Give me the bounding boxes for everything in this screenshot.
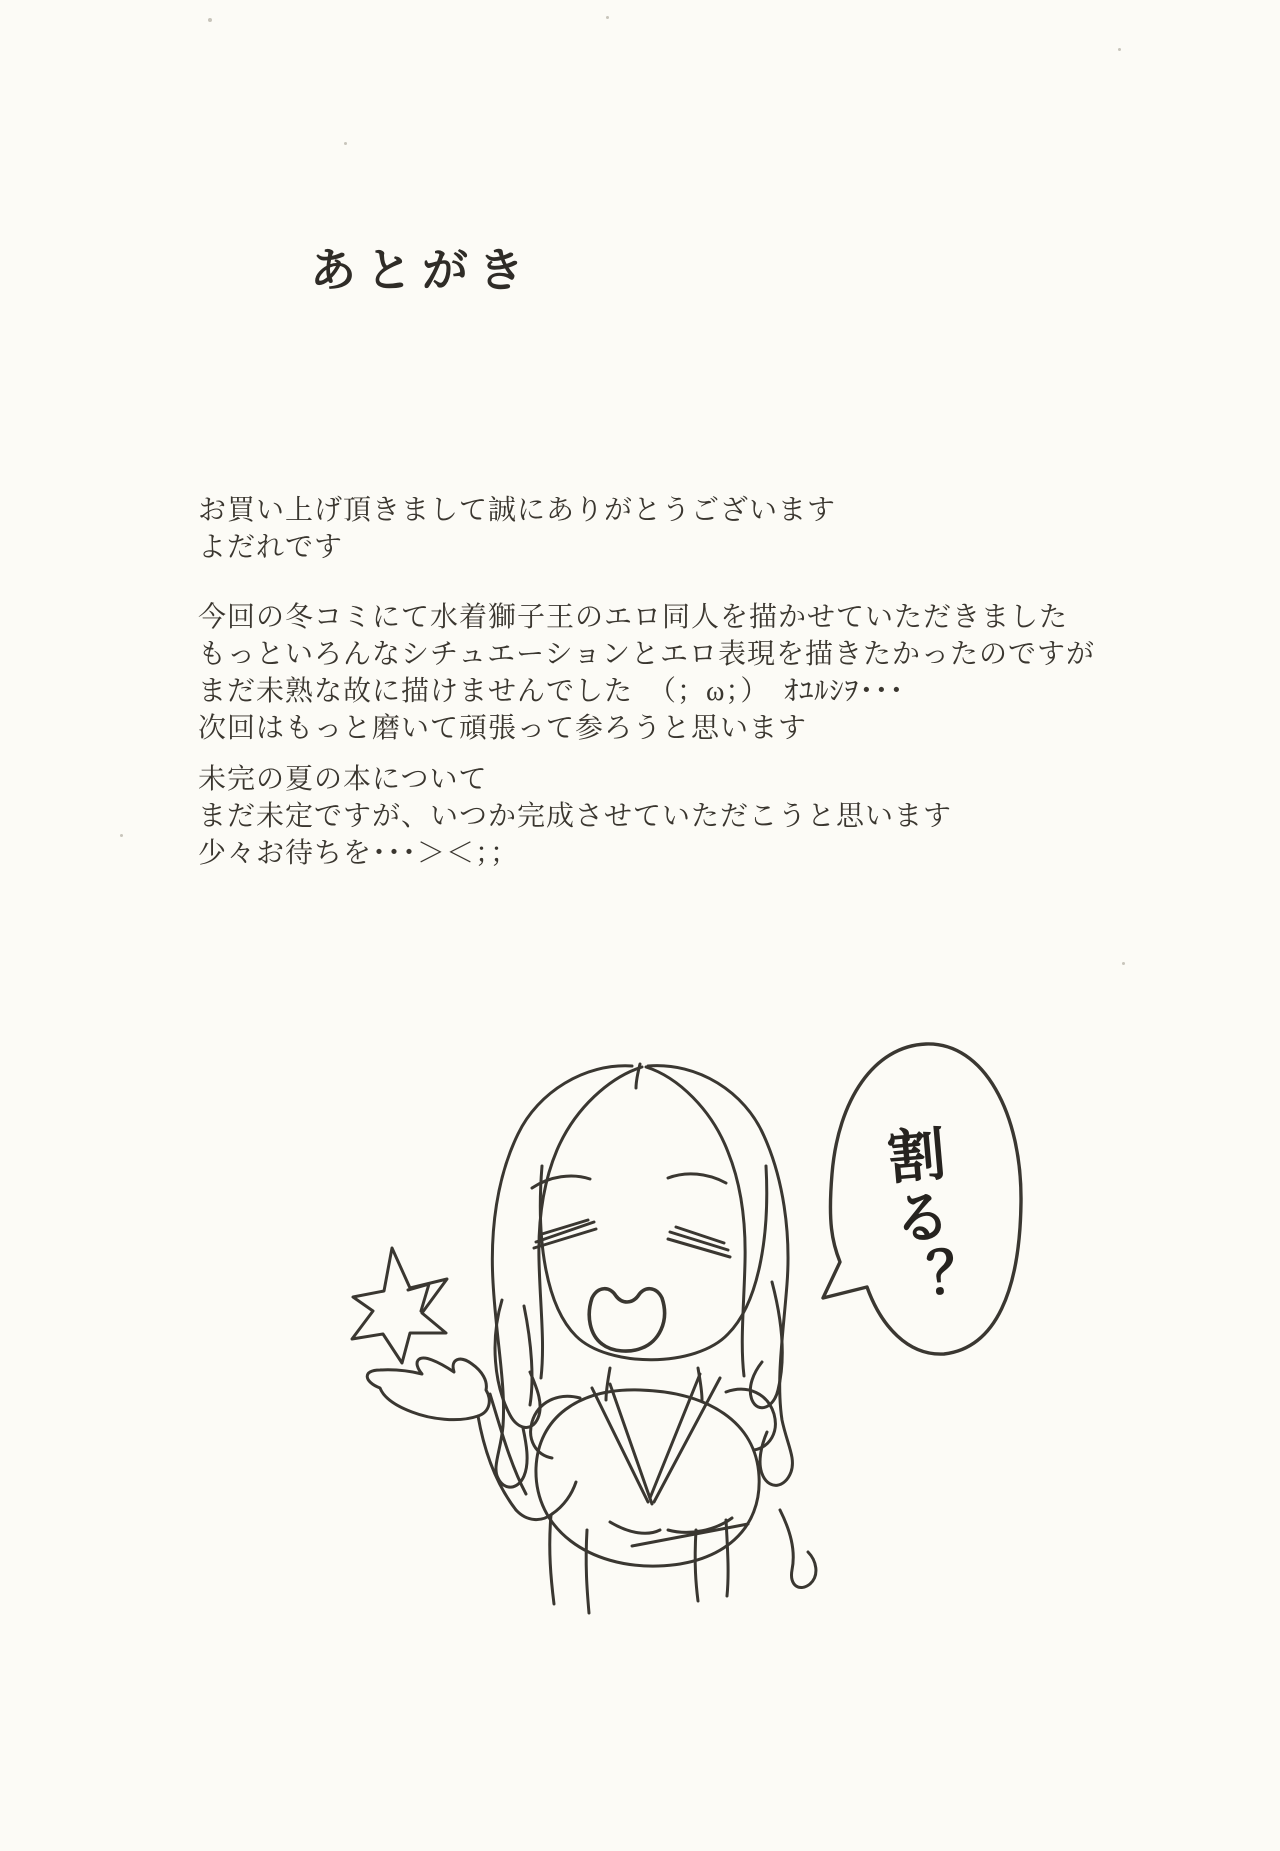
paper-speck bbox=[1118, 48, 1121, 51]
unfinished-book-paragraph bbox=[198, 761, 952, 872]
text-line: もっといろんなシチュエーションとエロ表現を描きたかったのですが bbox=[198, 639, 1096, 670]
hair-outline bbox=[492, 1064, 792, 1487]
paper-speck bbox=[1122, 962, 1125, 965]
thanks-paragraph bbox=[198, 492, 836, 566]
text-line: 今回の冬コミにて水着獅子王のエロ同人を描かせていただきました bbox=[198, 602, 1069, 633]
text-line: 次回はもっと磨いて頑張って参ろうと思います bbox=[198, 713, 808, 744]
text-line: よだれです bbox=[198, 532, 344, 563]
cat-mouth bbox=[589, 1289, 664, 1351]
star-icon bbox=[352, 1248, 447, 1363]
page-title: あとがき bbox=[310, 245, 534, 296]
paper-speck bbox=[344, 142, 347, 145]
paper-speck bbox=[208, 18, 212, 22]
paper-speck bbox=[606, 16, 609, 19]
text-line: まだ未熟な故に描けませんでした （；ω；） ｵﾕﾙｼｦ･･･ bbox=[198, 676, 905, 707]
neck-and-shoulders bbox=[531, 1368, 776, 1458]
text-line: 少々お待ちを･･･＞＜；； bbox=[198, 838, 520, 869]
paper-speck bbox=[120, 834, 123, 837]
text-line: まだ未定ですが、いつか完成させていただこうと思います bbox=[198, 801, 953, 832]
text-line: お買い上げ頂きまして誠にありがとうございます bbox=[198, 495, 837, 526]
raised-hand bbox=[367, 1358, 576, 1520]
closed-eyes bbox=[534, 1220, 730, 1257]
eyebrows bbox=[532, 1174, 726, 1188]
face-outline bbox=[540, 1166, 766, 1360]
comiket-paragraph bbox=[198, 599, 1095, 747]
speech-bubble-text: 割る？ bbox=[876, 1122, 957, 1314]
text-line: 未完の夏の本について bbox=[198, 764, 488, 795]
